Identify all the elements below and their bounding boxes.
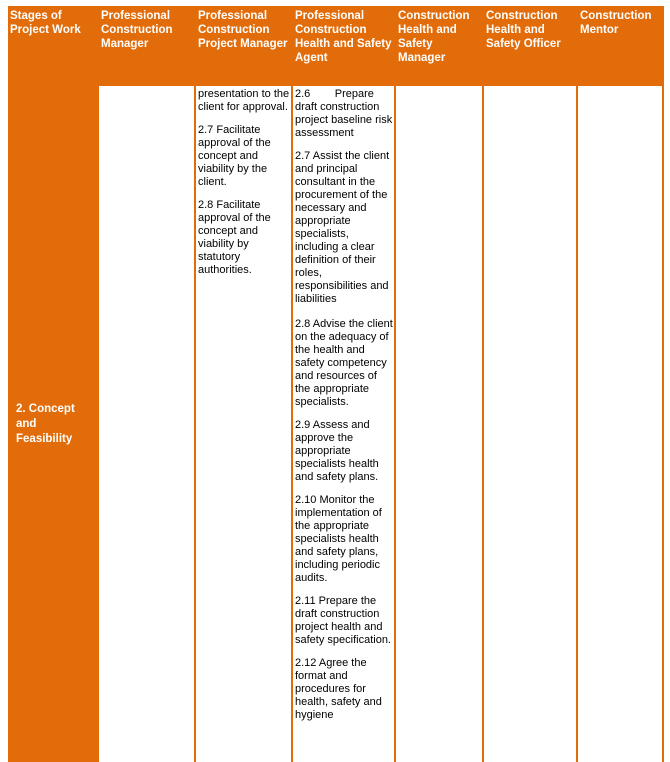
agent-item: 2.8 Advise the client on the adequacy of the health and safety competency and resources of the appropriate specialists. [295,318,393,408]
stage-label: 2. Concept and Feasibility [16,402,75,445]
pm-item: 2.8 Facilitate approval of the concept and viability by statutory authorities. [198,199,271,276]
header-mentor: Construction Mentor [578,6,664,84]
hs-agent-cell [293,86,394,762]
column-divider [97,6,99,762]
header-hs-agent: Professional Construction Health and Safety Agent [293,6,394,84]
agent-item: 2.11 Prepare the draft construction project health and safety specification. [295,595,391,646]
stage-cell [8,86,97,762]
column-divider [291,6,293,762]
column-divider [482,6,484,762]
header-hs-manager: Construction Health and Safety Manager [396,6,482,84]
hs-manager-cell [396,86,482,762]
construction-manager-cell [99,86,194,762]
project-manager-cell [196,86,291,762]
agent-item: 2.10 Monitor the implementation of the appropriate specialists health and safety plans, including periodic audits. [295,494,382,584]
header-construction-manager: Professional Construction Manager [99,6,194,84]
mentor-cell [578,86,664,762]
responsibilities-table [8,6,664,762]
agent-item: 2.6 Prepare draft construction project baseline risk assessment [295,88,393,139]
header-stages: Stages of Project Work [8,6,97,84]
agent-item: 2.12 Agree the format and procedures for health, safety and hygiene [295,657,382,721]
pm-item: presentation to the client for approval. [198,88,290,113]
header-project-manager: Professional Construction Project Manager [196,6,291,84]
column-divider [576,6,578,762]
column-divider [394,6,396,762]
hs-officer-cell [484,86,576,762]
pm-item: 2.7 Facilitate approval of the concept and viability by the client. [198,124,271,188]
agent-item: 2.9 Assess and approve the appropriate specialists health and safety plans. [295,419,379,483]
row-divider [8,84,664,86]
header-hs-officer: Construction Health and Safety Officer [484,6,576,84]
agent-item: 2.7 Assist the client and principal consultant in the procurement of the necessary and appropriate specialists, including a clear definition of their roles, responsibilities and liabilities [295,150,390,305]
column-divider [194,6,196,762]
column-divider [662,6,664,762]
